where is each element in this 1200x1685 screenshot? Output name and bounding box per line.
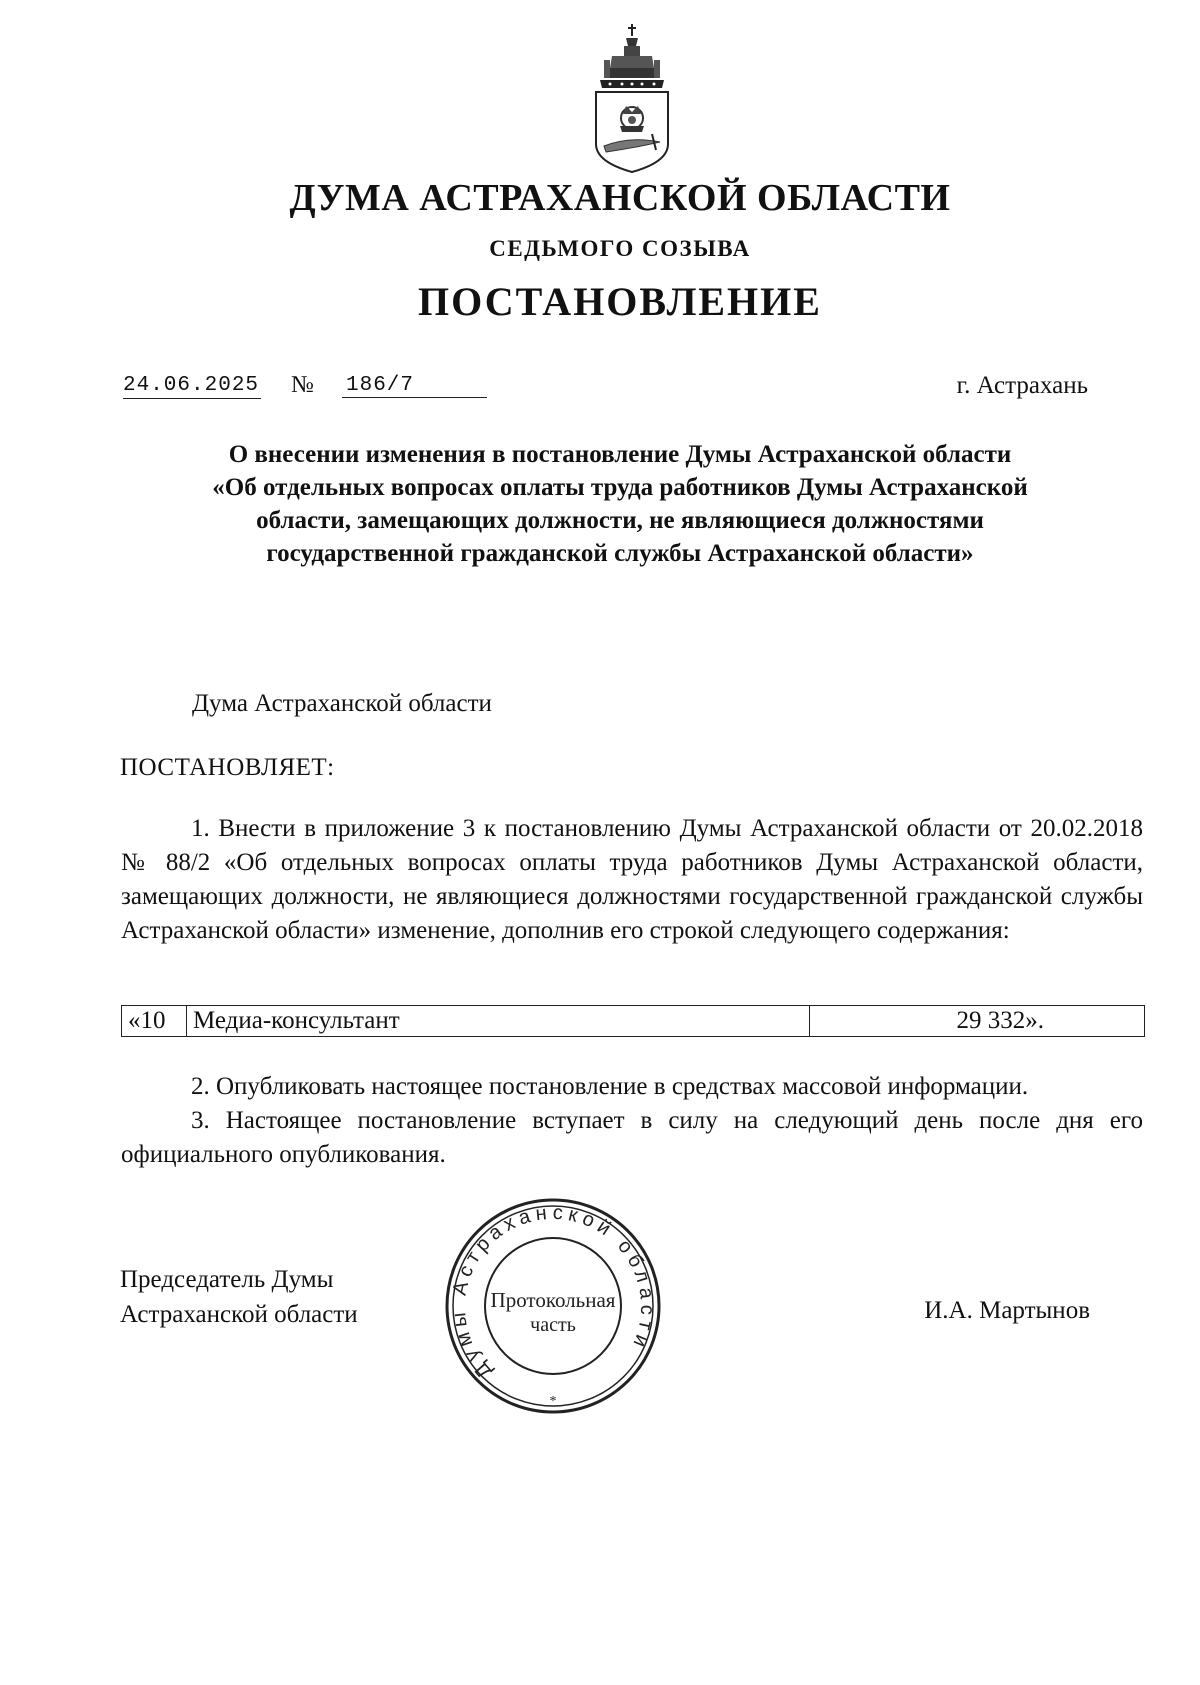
salary-amount: 29 332». — [810, 1006, 1145, 1037]
document-subject: О внесении изменения в постановление Думы Астраханской области «Об отдельных вопросах оплаты труда работников Думы Астраханской области, замещающих должности, не являющиеся должностями государственной гражданской службы Астраханской области» — [212, 441, 1028, 567]
coat-of-arms-emblem — [590, 22, 682, 174]
stamp-center-line-1: Протокольная — [490, 1288, 616, 1312]
paragraph-item-1: 1. Внести в приложение 3 к постановлению Думы Астраханской области от 20.02.2018 № 88/2 «Об отдельных вопросах оплаты труда работников Думы Астраханской области, замещающих должности, не являющиеся должностями государственной гражданской службы Астраханской области» изменение, дополнив его строкой следующего содержания: — [121, 815, 1143, 944]
signatory-title-line-2: Астраханской области — [120, 1301, 358, 1328]
signatory-title-line-1: Председатель Думы — [120, 1266, 334, 1293]
organization-name: ДУМА АСТРАХАНСКОЙ ОБЛАСТИ — [289, 177, 951, 219]
row-number: «10 — [122, 1006, 187, 1037]
document-date: 24.06.2025 — [123, 374, 260, 397]
position-title: Медиа-консультант — [187, 1006, 810, 1037]
table-row — [122, 1006, 1145, 1037]
intro-text: Дума Астраханской области — [192, 690, 492, 717]
document-number: 186/7 — [342, 374, 487, 398]
resolves-heading: ПОСТАНОВЛЯЕТ: — [120, 754, 335, 781]
convocation: СЕДЬМОГО СОЗЫВА — [489, 236, 751, 261]
city: г. Астрахань — [956, 372, 1088, 399]
paragraph-item-2: 2. Опубликовать настоящее постановление в средствах массовой информации. — [191, 1073, 1029, 1100]
signatory-name: И.А. Мартынов — [924, 1297, 1090, 1324]
stamp-ring-text: Думы Астраханской области — [447, 1201, 659, 1383]
stamp-star-icon: * — [549, 1394, 557, 1409]
number-sign: № — [291, 372, 314, 398]
signatory-title — [120, 1262, 358, 1332]
stamp-center-line-2: часть — [530, 1314, 576, 1336]
document-type: ПОСТАНОВЛЕНИЕ — [418, 279, 822, 324]
official-stamp — [443, 1195, 663, 1417]
amendment-table — [121, 1005, 1145, 1037]
paragraph-item-3: 3. Настоящее постановление вступает в силу на следующий день после дня его официального опубликования. — [121, 1107, 1143, 1168]
